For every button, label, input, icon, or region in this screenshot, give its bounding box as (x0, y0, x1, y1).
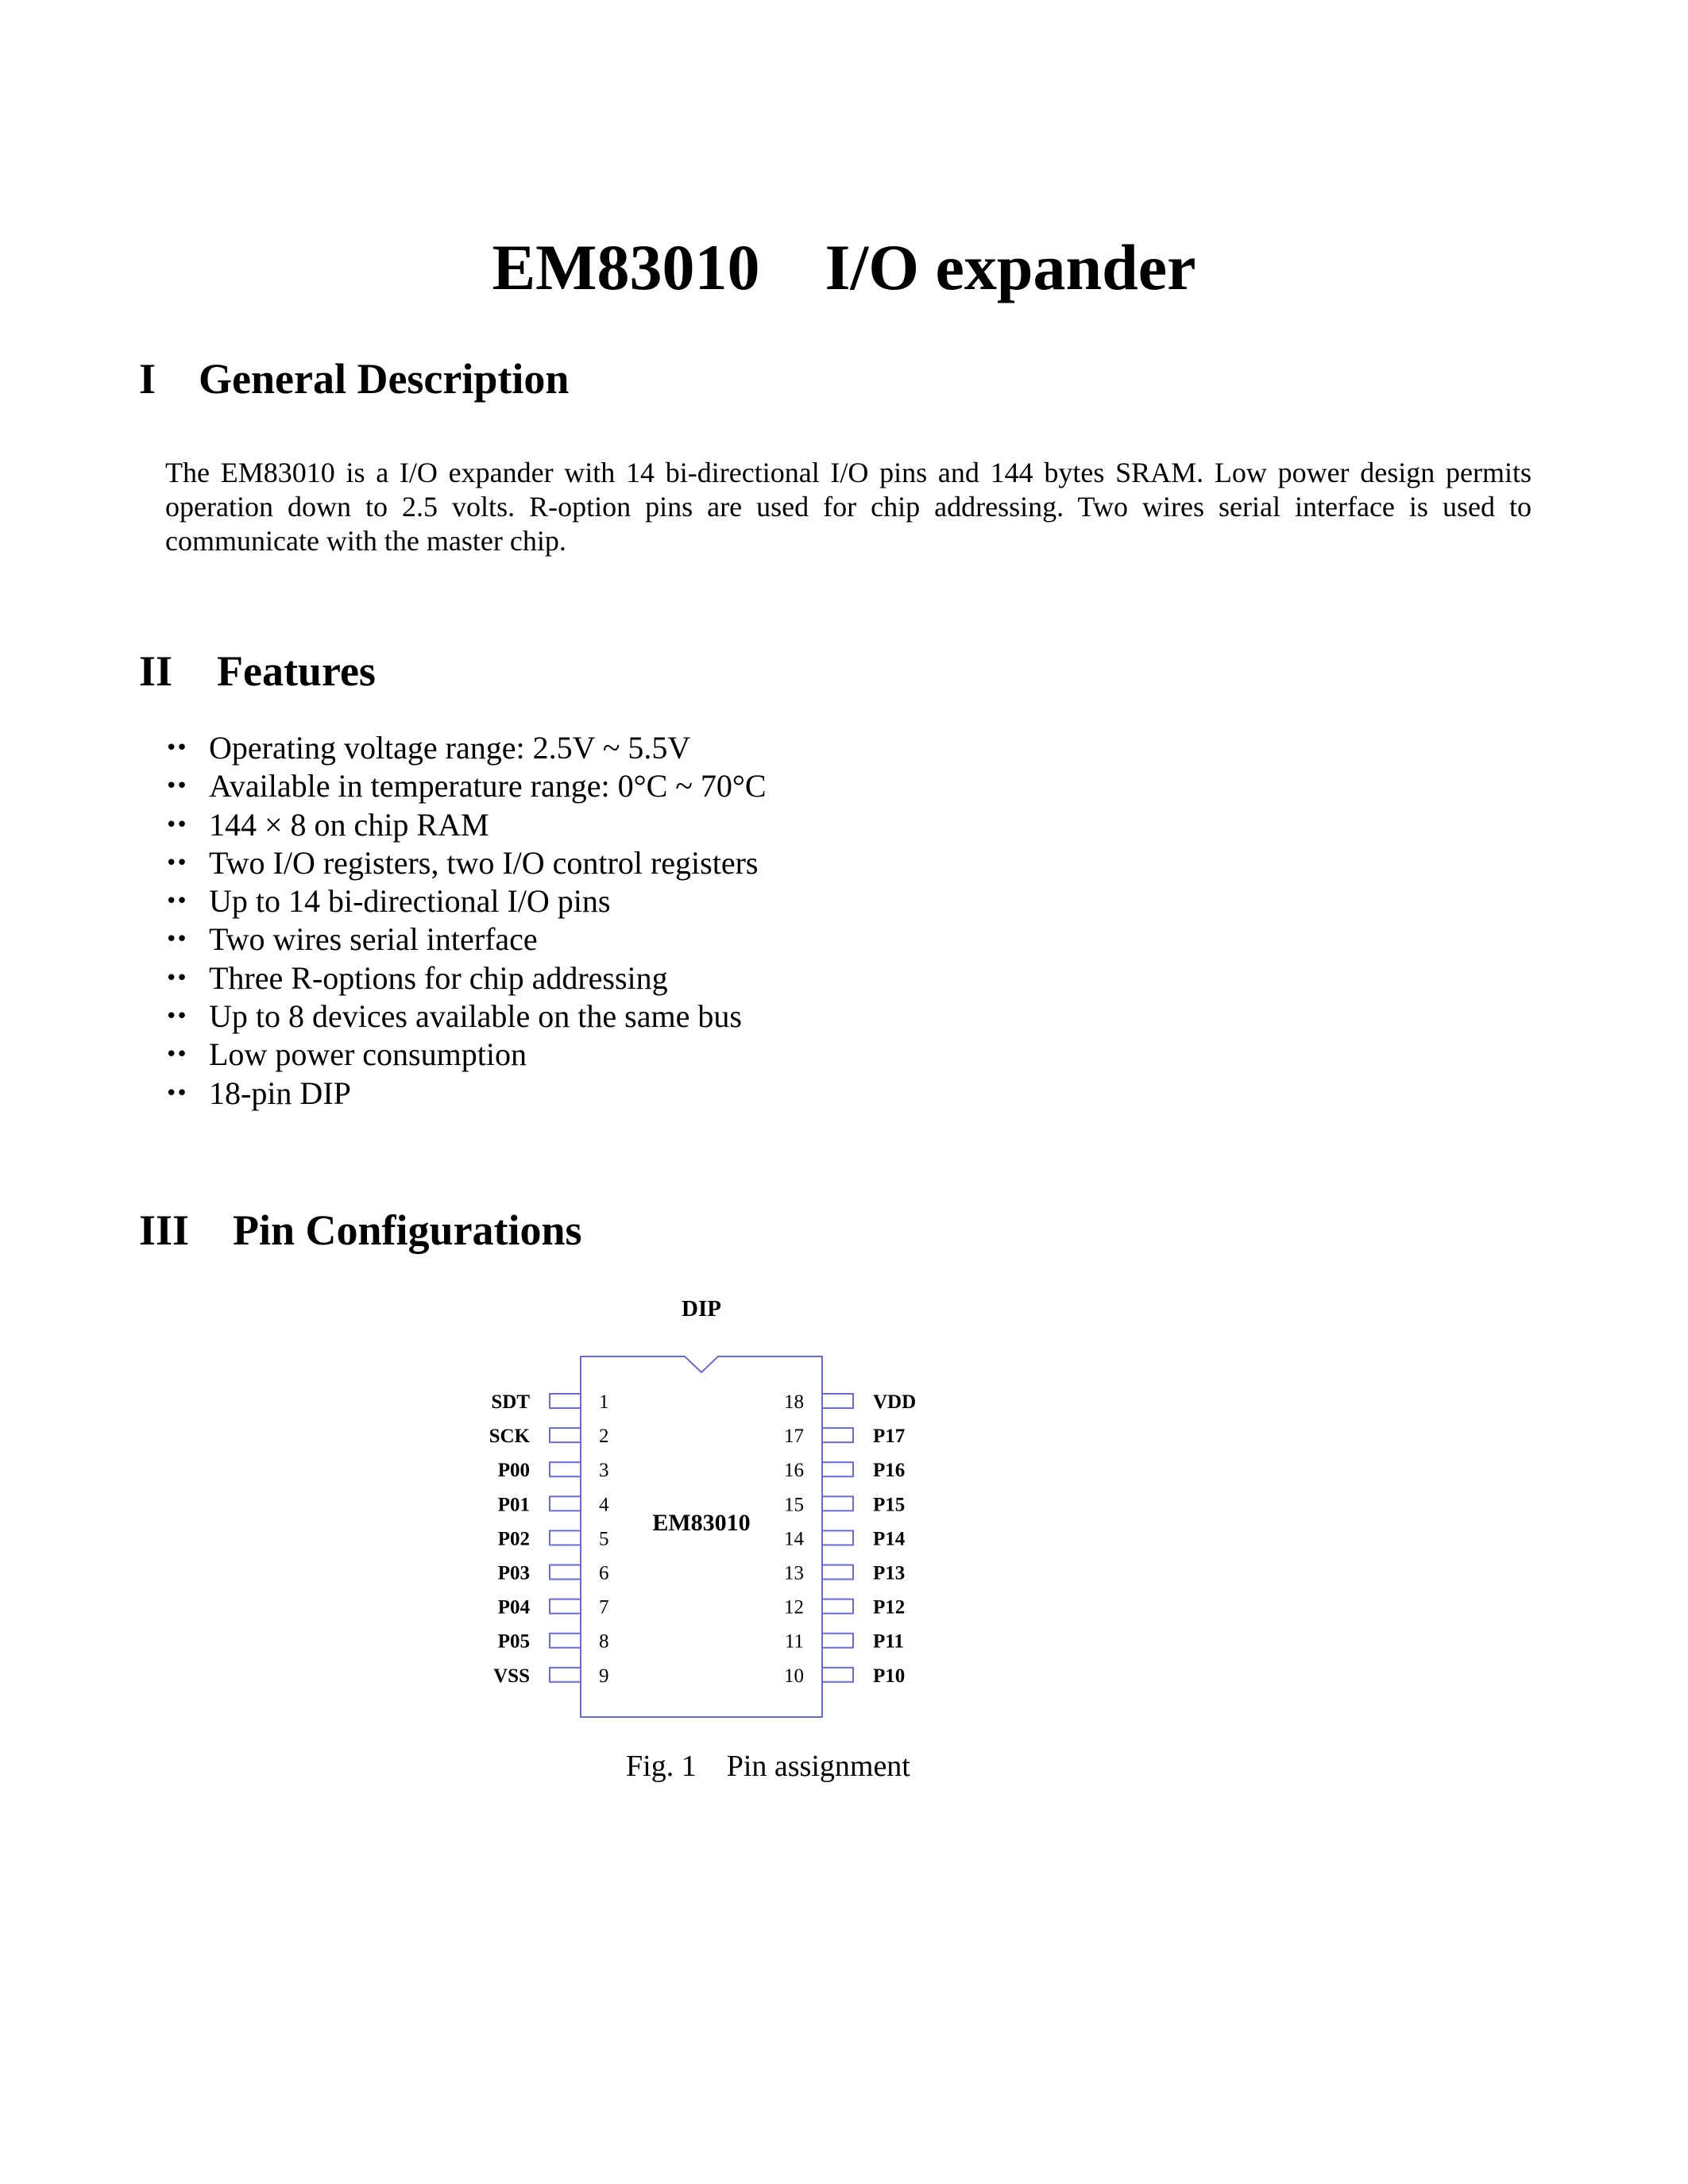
pin-number-label: 15 (784, 1494, 804, 1516)
feature-text: Low power consumption (209, 1036, 527, 1073)
pin-lead (822, 1530, 853, 1545)
pin-number-label: 12 (784, 1596, 804, 1619)
feature-text: Up to 14 bi-directional I/O pins (209, 883, 611, 920)
pin-name-label: P11 (873, 1630, 904, 1653)
pin-name-label: P13 (873, 1562, 906, 1584)
pin-lead (550, 1634, 581, 1648)
pin-number-label: 17 (784, 1426, 804, 1448)
feature-text: 144 × 8 on chip RAM (209, 806, 489, 843)
pin-name-label: P16 (873, 1460, 906, 1482)
section-title: General Description (199, 355, 570, 403)
pin-lead (550, 1668, 581, 1682)
bullet-icon: •• (165, 812, 187, 837)
pin-lead (822, 1394, 853, 1408)
pin-name-label: P02 (497, 1528, 530, 1550)
bullet-icon: •• (165, 736, 187, 760)
feature-text: Available in temperature range: 0°C ~ 70°C (209, 768, 767, 805)
bullet-icon: •• (165, 966, 187, 990)
pin-name-label: P03 (497, 1562, 530, 1584)
feature-text: Up to 8 devices available on the same bus (209, 998, 742, 1035)
pin-lead (822, 1428, 853, 1442)
pin-name-label: VDD (873, 1391, 917, 1413)
pin-number-label: 9 (599, 1665, 609, 1687)
pin-number-label: 11 (784, 1630, 804, 1653)
pin-lead (550, 1496, 581, 1511)
pin-number-label: 18 (784, 1391, 804, 1413)
pin-number-label: 10 (784, 1665, 804, 1687)
bullet-icon: •• (165, 928, 187, 952)
pins-group (489, 1391, 917, 1687)
document-title: EM83010 I/O expander (492, 231, 1196, 303)
pin-name-label: P10 (873, 1665, 906, 1687)
pin-lead (550, 1394, 581, 1408)
pin-lead (822, 1462, 853, 1476)
pin-name-label: SDT (491, 1391, 530, 1413)
pin-number-label: 5 (599, 1528, 609, 1550)
pin-number-label: 16 (784, 1460, 804, 1482)
pin-number-label: 3 (599, 1460, 609, 1482)
pin-lead (822, 1496, 853, 1511)
pin-lead (550, 1565, 581, 1580)
pin-number-label: 2 (599, 1426, 609, 1448)
pin-name-label: P12 (873, 1596, 906, 1619)
feature-text: 18-pin DIP (209, 1075, 351, 1111)
feature-text: Two I/O registers, two I/O control registers (209, 844, 759, 881)
section-number: II (139, 647, 173, 695)
pin-number-label: 8 (599, 1630, 609, 1653)
pin-lead (822, 1634, 853, 1648)
section-number: I (139, 355, 156, 403)
pin-lead (822, 1599, 853, 1614)
pin-lead (822, 1668, 853, 1682)
pin-number-label: 14 (784, 1528, 804, 1550)
pin-name-label: SCK (489, 1426, 530, 1448)
feature-text: Three R-options for chip addressing (209, 959, 668, 996)
pin-name-label: P01 (497, 1494, 530, 1516)
feature-text: Two wires serial interface (209, 921, 538, 958)
figure-caption: Fig. 1 Pin assignment (626, 1750, 910, 1783)
feature-text: Operating voltage range: 2.5V ~ 5.5V (209, 730, 691, 766)
section-title: Features (217, 647, 376, 695)
pin-name-label: P14 (873, 1528, 906, 1550)
pin-name-label: VSS (493, 1665, 530, 1687)
pin-number-label: 4 (599, 1494, 609, 1516)
bullet-icon: •• (165, 851, 187, 875)
pin-name-label: P05 (497, 1630, 530, 1653)
pin-number-label: 1 (599, 1391, 609, 1413)
pin-number-label: 6 (599, 1562, 609, 1584)
bullet-icon: •• (165, 1081, 187, 1106)
pin-name-label: P04 (497, 1596, 530, 1619)
pin-lead (822, 1565, 853, 1580)
bullet-icon: •• (165, 1005, 187, 1029)
pin-name-label: P00 (497, 1460, 530, 1482)
pin-name-label: P15 (873, 1494, 906, 1516)
bullet-icon: •• (165, 1043, 187, 1067)
general-description-text: The EM83010 is a I/O expander with 14 bi-directional I/O pins and 144 bytes SRAM. Low power design permits operation down to 2.5 volts. R-option pins are used for chip addressing. Two wires serial interface is used to communicate with the master chip. (165, 457, 1532, 557)
pin-lead (550, 1428, 581, 1442)
pin-lead (550, 1599, 581, 1614)
pin-lead (550, 1530, 581, 1545)
bullet-icon: •• (165, 889, 187, 914)
section-number: III (139, 1206, 190, 1254)
pin-number-label: 7 (599, 1596, 609, 1619)
chip-label: EM83010 (652, 1510, 751, 1536)
section-title: Pin Configurations (233, 1206, 582, 1254)
package-label: DIP (682, 1296, 721, 1322)
pin-lead (550, 1462, 581, 1476)
pin-number-label: 13 (784, 1562, 804, 1584)
pin-name-label: P17 (873, 1426, 906, 1448)
bullet-icon: •• (165, 774, 187, 799)
